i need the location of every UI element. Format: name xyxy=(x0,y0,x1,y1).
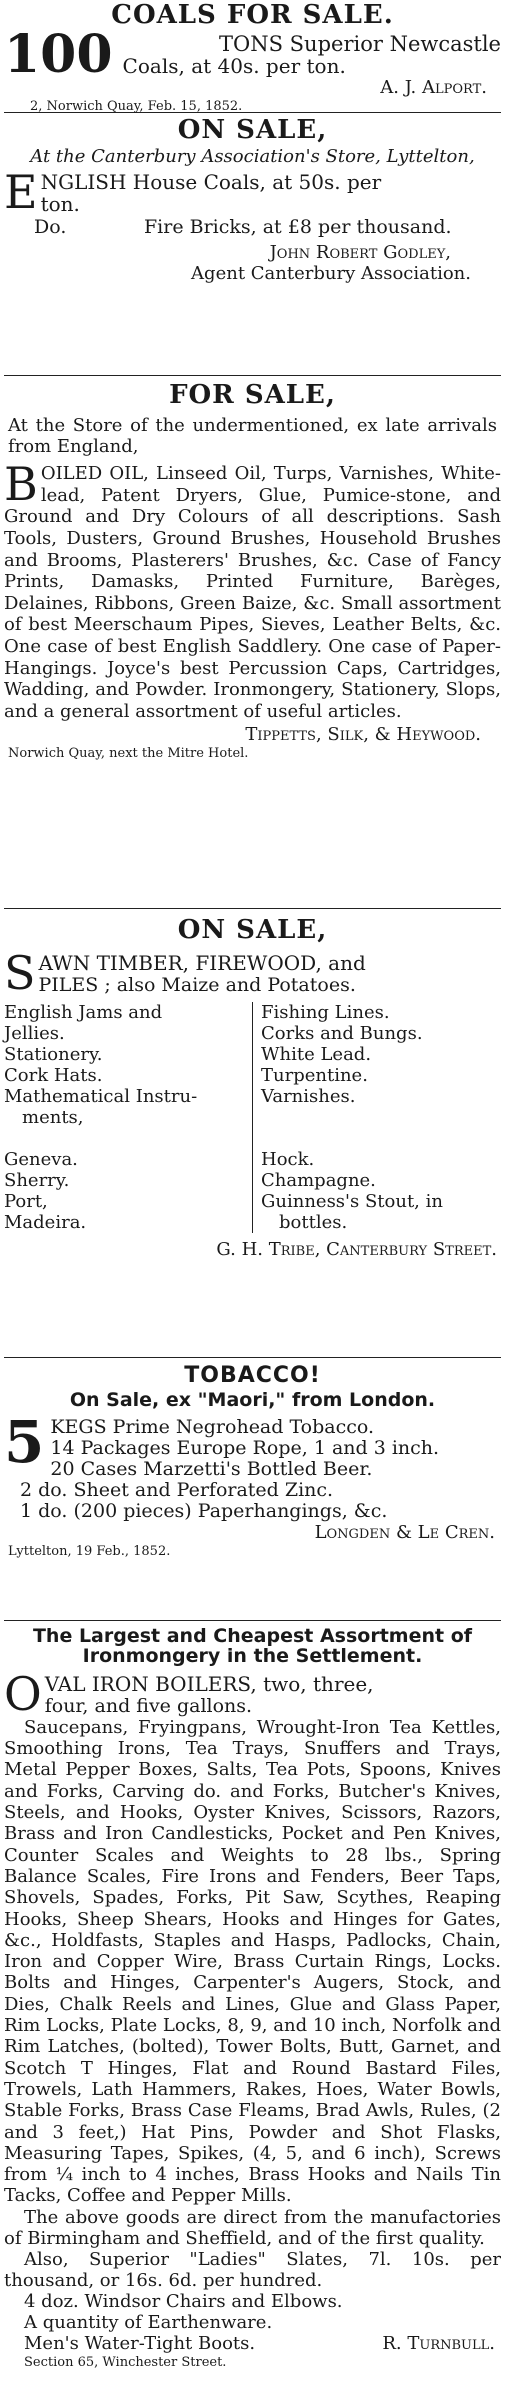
ad-tobacco xyxy=(4,1358,501,1620)
drop-cap: B xyxy=(4,457,38,512)
ad-coals xyxy=(4,0,501,115)
list-item: bottles. xyxy=(279,1212,348,1234)
ad-body: VAL IRON BOILERS, two, three, xyxy=(44,1671,374,1696)
ad-body: OILED OIL, Linseed Oil, Turps, Varnishes, White-lead, Patent Dryers, Glue, Pumice-stone, and Ground and Dry Colours of all descriptions. Sash Tools, Dusters, Ground Brushes, Household Brushes and Brooms, Plasterers' Brushes, &c. Case of Fancy Prints, Damasks, Printed Furniture, Barèges, Delaines, Ribbons, Green Baize, &c. Small assortment of best Meerschaum Pipes, Sieves, Leather Belts, &c. One case of best English Saddlery. One case of Paper-Hangings. Joyce's best Percussion Caps, Cartridges, Wadding, and Powder. Ironmongery, Stationery, Slops, and a general assortment of useful articles. xyxy=(4,463,501,722)
ad-paragraph: 4 doz. Windsor Chairs and Elbows. xyxy=(24,2290,343,2312)
ad-signer: Tippetts, Silk, & Heywood. xyxy=(245,724,481,746)
list-item: ments, xyxy=(22,1107,84,1129)
ad-signer-title: Agent Canterbury Association. xyxy=(191,263,471,285)
ad-intro: At the Store of the undermentioned, ex late arrivals from England, xyxy=(8,415,497,458)
ad-line xyxy=(4,217,501,238)
drop-cap: S xyxy=(4,946,36,1001)
ad-body: four, and five gallons. xyxy=(44,1694,253,1717)
ad-footer: Section 65, Winchester Street. xyxy=(24,2354,227,2370)
list-item: Jellies. xyxy=(4,1023,65,1045)
list-item: English Jams and xyxy=(4,1002,163,1024)
list-item xyxy=(261,1107,501,1128)
ad-signer: John Robert Godley, xyxy=(269,242,451,264)
list-item: Stationery. xyxy=(4,1044,103,1066)
list-item: Champagne. xyxy=(261,1170,376,1192)
drop-cap: E xyxy=(4,165,38,220)
ad-heading: FOR SALE, xyxy=(169,380,336,410)
list-item: Turpentine. xyxy=(261,1065,368,1087)
list-item xyxy=(4,1128,244,1149)
list-item: Port, xyxy=(4,1191,48,1213)
ad-paragraph: Also, Superior "Ladies" Slates, 7l. 10s. per thousand, or 16s. 6d. per hundred. xyxy=(4,2248,501,2291)
list-item: Hock. xyxy=(261,1149,315,1171)
quantity-number: 100 xyxy=(4,24,113,86)
list-item: Cork Hats. xyxy=(4,1065,103,1087)
left-column xyxy=(4,1002,253,1233)
ad-timber xyxy=(4,909,501,1357)
ad-heading: COALS FOR SALE. xyxy=(111,0,394,30)
ad-heading: The Largest and Cheapest Assortment of xyxy=(32,1625,473,1647)
list-item: Geneva. xyxy=(4,1149,78,1171)
drop-cap: O xyxy=(4,1666,42,1721)
ad-paragraph: The above goods are direct from the manufactories of Birmingham and Sheffield, and of the first quality. xyxy=(4,2206,501,2249)
list-item: Sherry. xyxy=(4,1170,70,1192)
ad-body: NGLISH House Coals, at 50s. per xyxy=(40,170,382,195)
ad-paragraph: A quantity of Earthenware. xyxy=(24,2311,273,2333)
ad-canterbury xyxy=(4,113,501,375)
ad-body: TONS Superior Newcastle xyxy=(219,32,501,57)
ad-signer: G. H. Tribe, Canterbury Street. xyxy=(216,1239,497,1261)
ad-for-sale xyxy=(4,376,501,908)
ad-footer: Lyttelton, 19 Feb., 1852. xyxy=(8,1544,171,1560)
list-item: 20 Cases Marzetti's Bottled Beer. xyxy=(50,1458,373,1481)
ad-heading: TOBACCO! xyxy=(184,1363,321,1388)
ad-footer: 2, Norwich Quay, Feb. 15, 1852. xyxy=(30,99,243,115)
list-item: Madeira. xyxy=(4,1212,87,1234)
ad-subheading: At the Canterbury Association's Store, Lyttelton, xyxy=(30,146,475,168)
list-item: 2 do. Sheet and Perforated Zinc. xyxy=(20,1479,334,1502)
ad-heading: ON SALE, xyxy=(177,115,328,145)
newspaper-column xyxy=(4,0,501,2401)
ad-body: KEGS Prime Negrohead Tobacco. xyxy=(50,1416,375,1439)
list-item: 14 Packages Europe Rope, 1 and 3 inch. xyxy=(50,1437,440,1460)
ad-line xyxy=(4,2333,501,2354)
drop-number: 5 xyxy=(4,1408,45,1477)
ad-signer: A. J. Alport. xyxy=(380,77,487,99)
list-item xyxy=(261,1128,501,1149)
item-columns xyxy=(4,1002,501,1233)
ad-body: Fire Bricks, at £8 per thousand. xyxy=(144,216,452,239)
item-list xyxy=(4,1438,501,1522)
ad-paragraph: Men's Water-Tight Boots. xyxy=(24,2332,256,2354)
list-item: White Lead. xyxy=(261,1044,372,1066)
list-item: 1 do. (200 pieces) Paperhangings, &c. xyxy=(20,1500,388,1523)
right-column xyxy=(253,1002,501,1233)
ad-body: Saucepans, Fryingpans, Wrought-Iron Tea Kettles, Smoothing Irons, Tea Trays, Snuffers and Trays, Metal Pepper Boxes, Salts, Tea Pots, Spoons, Knives and Forks, Carving do. and Forks, Butcher's Knives, Steels, and Hooks, Oyster Knives, Scissors, Razors, Brass and Iron Candlesticks, Pocket and Pen Knives, Counter Scales and Weights to 28 lbs., Spring Balance Scales, Fire Irons and Fenders, Beer Taps, Shovels, Spades, Forks, Pit Saw, Scythes, Reaping Hooks, Sheep Shears, Hooks and Hinges for Gates, &c., Holdfasts, Staples and Hasps, Padlocks, Chain, Iron and Copper Wire, Brass Curtain Rings, Locks. Bolts and Hinges, Carpenter's Augers, Stock, and Dies, Chalk Reels and Lines, Glue and Glass Paper, Rim Locks, Plate Locks, 8, 9, and 10 inch, Norfolk and Rim Latches, (bolted), Tower Bolts, Butt, Garnet, and Scotch T Hinges, Flat and Round Bastard Files, Trowels, Lath Hammers, Rakes, Hoes, Water Bowls, Stable Forks, Brass Case Fleams, Brad Awls, Rules, (2 and 3 feet,) Hat Pins, Powder and Shot Flasks, Measuring Tapes, Spikes, (4, 5, and 6 inch), Screws from ¼ inch to 4 inches, Brass Hooks and Nails Tin Tacks, Coffee and Pepper Mills. xyxy=(4,1716,501,2207)
list-item: Guinness's Stout, in xyxy=(261,1191,443,1213)
list-item: Mathematical Instru- xyxy=(4,1086,198,1108)
ad-ironmongery xyxy=(4,1621,501,2401)
list-item: Varnishes. xyxy=(261,1086,356,1108)
ad-body: Coals, at 40s. per ton. xyxy=(122,54,346,79)
ad-footer: Norwich Quay, next the Mitre Hotel. xyxy=(8,746,249,762)
ad-body: PILES ; also Maize and Potatoes. xyxy=(38,974,356,997)
ad-signer: Longden & Le Cren. xyxy=(314,1522,495,1544)
ad-heading: ON SALE, xyxy=(177,915,328,945)
ditto-mark: Do. xyxy=(34,216,67,239)
list-item: Corks and Bungs. xyxy=(261,1023,423,1045)
ad-signer: R. Turnbull. xyxy=(382,2332,495,2354)
list-item: Fishing Lines. xyxy=(261,1002,390,1024)
ad-body: AWN TIMBER, FIREWOOD, and xyxy=(38,951,366,976)
ad-heading: Ironmongery in the Settlement. xyxy=(82,1644,423,1667)
ad-subheading: On Sale, ex "Maori," from London. xyxy=(69,1389,436,1412)
ad-body: ton. xyxy=(40,192,80,217)
